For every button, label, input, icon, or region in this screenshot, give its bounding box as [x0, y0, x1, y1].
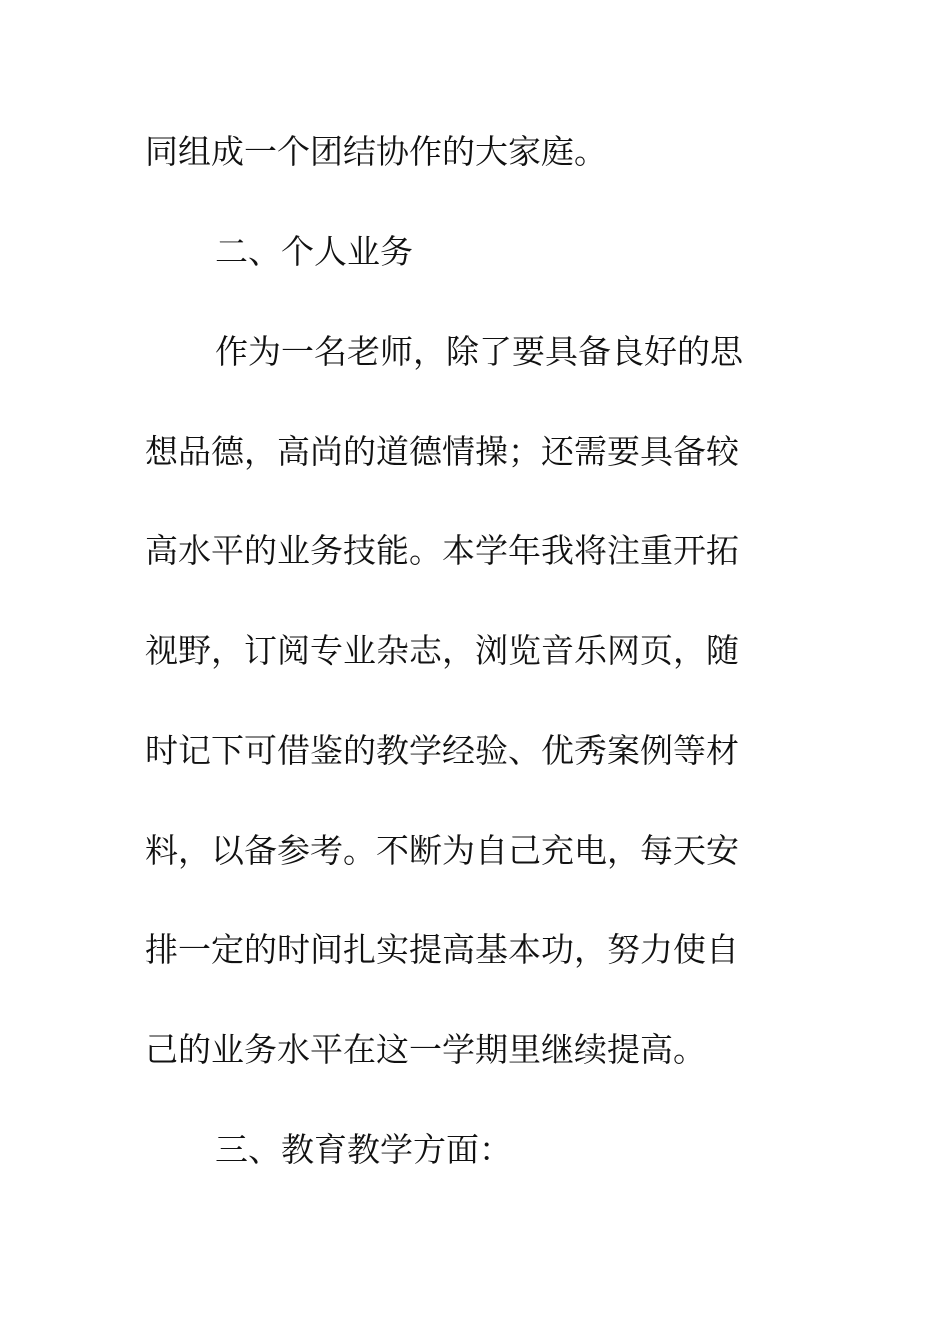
paragraph-line: 高水平的业务技能。本学年我将注重开拓: [145, 531, 739, 570]
paragraph-line: 己的业务水平在这一学期里继续提高。: [145, 1030, 706, 1069]
paragraph-line: 料，以备参考。不断为自己充电，每天安: [145, 831, 739, 870]
section-heading-teaching: 三、教育教学方面：: [215, 1130, 512, 1169]
section-heading-personal-work: 二、个人业务: [215, 232, 413, 271]
paragraph-line: 作为一名老师，除了要具备良好的思: [215, 332, 743, 371]
paragraph-continuation-line: 同组成一个团结协作的大家庭。: [145, 132, 607, 171]
paragraph-line: 排一定的时间扎实提高基本功，努力使自: [145, 930, 739, 969]
paragraph-line: 想品德，高尚的道德情操；还需要具备较: [145, 432, 739, 471]
paragraph-line: 视野，订阅专业杂志，浏览音乐网页，随: [145, 631, 739, 670]
paragraph-line: 时记下可借鉴的教学经验、优秀案例等材: [145, 731, 739, 770]
